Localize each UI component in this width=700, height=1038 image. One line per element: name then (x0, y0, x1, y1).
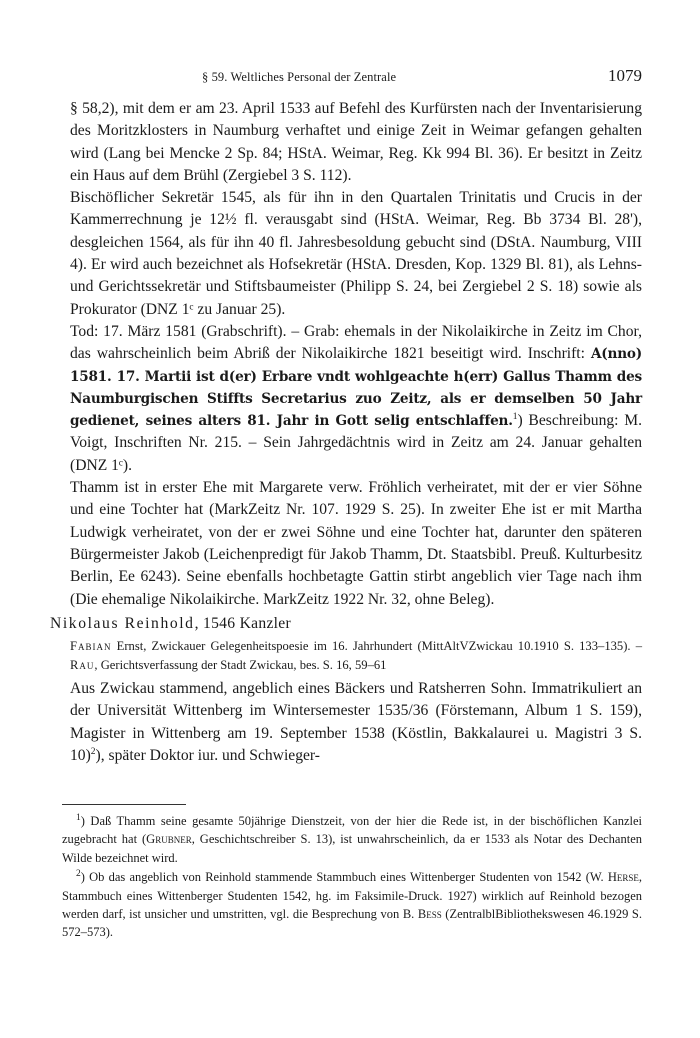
page-number: 1079 (608, 66, 642, 85)
footnote-1-mark: 1 (76, 812, 81, 823)
footnote-rule (62, 804, 186, 805)
death-text: Tod: 17. März 1581 (Grabschrift). – Grab: ehemals in der Nikolaikirche in Zeitz im Chor, das wahrscheinlich beim Abriß der Nikolaikirche 1821 beseitigt wird. Inschrift: (70, 322, 642, 363)
biblio-text-2: , Gerichtsverfassung der Stadt Zwickau, bes. S. 16, 59–61 (94, 657, 387, 672)
paragraph-origin (62, 678, 642, 767)
biblio-author-2: Rau (70, 657, 95, 672)
body-text (50, 98, 642, 767)
origin-text: Aus Zwickau stammend, angeblich eines Bäckers und Ratsherren Sohn. Immatrikuliert an der Universität Wittenberg im Wintersemester 1535/36 (Förstemann, Album 1 S. 159), Magister in Wittenberg am 19. September 1538 (Köstlin, Bakkalaurei u. Magistri 3 S. 10) (70, 679, 642, 764)
footnote-ref-1[interactable]: 1 (512, 411, 518, 422)
paragraph-death (62, 321, 642, 477)
biblio-text-1: Ernst, Zwickauer Gelegenheitspoesie im 16. Jahrhundert (MittAltVZwickau 10.1910 S. 133–135). – (111, 639, 642, 654)
footnote-2-text: ) Ob das angeblich von Reinhold stammende Stammbuch eines Wittenberger Studenten von 1542 (W. (80, 870, 608, 885)
running-head: § 59. Weltliches Personal der Zentrale (202, 70, 397, 84)
footnote-1 (62, 812, 642, 867)
footnote-2-text-cont: , Stammbuch eines Wittenberger Studenten 1542, hg. im Faksimile-Druck. 1927) wirklich auf Reinhold bezogen werden darf, ist unsicher und umstritten, vgl. die Besprechung von B. (62, 870, 642, 922)
death-text-cont: ) Beschreibung: M. Voigt, Inschriften Nr. 215. – Sein Jahrgedächtnis wird in Zeitz am 24. Januar gehalten (DNZ 1ᶜ). (70, 412, 642, 474)
footnote-2 (62, 868, 642, 942)
footnote-2-author-2: Bess (417, 907, 442, 922)
footnote-2-author-1: Herse (607, 870, 639, 885)
bibliography (70, 637, 642, 674)
footnote-ref-2[interactable]: 2 (90, 746, 96, 757)
entry-name: Nikolaus Reinhold (50, 614, 195, 632)
origin-text-cont: ), später Doktor iur. und Schwieger- (95, 746, 320, 764)
footnote-2-mark: 2 (76, 869, 81, 880)
footnote-2-text-end: (ZentralblBibliothekswesen 46.1929 S. 572–573). (62, 907, 642, 940)
footnote-1-text-cont: , Geschichtschreiber S. 13), ist unwahrscheinlich, da er 1533 als Notar des Dechanten Wilde bezeichnet wird. (62, 832, 642, 865)
page-header (62, 66, 642, 90)
inscription-text: A(nno) 1581. 17. Martii ist d(er) Erbare vndt wohlgeachte h(err) Gallus Thamm des Naumburgischen Stiffts Secretarius zuo Zeitz, als er demselben 50 Jahr gedienet, seines alters 81. Jahr in Gott selig entschlaffen. (70, 346, 642, 430)
biblio-author-1: Fabian (70, 639, 112, 654)
paragraph-secretary: Bischöflicher Sekretär 1545, als für ihn in den Quartalen Trinitatis und Crucis in der Kammerrechnung je 12½ fl. verausgabt sind (HStA. Weimar, Reg. Bb 3734 Bl. 28'), desgleichen 1564, als für ihn 40 fl. Jahresbesoldung gebucht sind (DStA. Naumburg, VIII 4). Er wird auch bezeichnet als Hofsekretär (HStA. Dresden, Kop. 1329 Bl. 81), als Lehns- und Gerichtssekretär und Stiftsbaumeister (Philipp S. 24, bei Zergiebel 2 S. 18) sowie als Prokurator (DNZ 1ᶜ zu Januar 25). (70, 189, 642, 318)
entry-title: , 1546 Kanzler (194, 614, 292, 632)
paragraph-family: Thamm ist in erster Ehe mit Margarete verw. Fröhlich verheiratet, mit der er vier Söhne und eine Tochter hat (MarkZeitz Nr. 107. 1929 S. 25). In zweiter Ehe ist er mit Martha Ludwigk verheiratet, von der er zwei Söhne und eine Tochter hat, darunter den späteren Bürgermeister Jakob (Leichenpredigt für Jakob Thamm, Dt. Staatsbibl. Preuß. Kulturbesitz Berlin, Ee 6243). Seine ebenfalls hochbetagte Gattin stirbt angeblich vier Tage nach ihm (Die ehemalige Nikolaikirche. MarkZeitz 1922 Nr. 32, ohne Beleg). (70, 479, 642, 608)
footnotes (62, 812, 642, 943)
entry-heading (50, 613, 642, 635)
footnote-1-text: ) Daß Thamm seine gesamte 50jährige Dienstzeit, von der hier die Rede ist, in der bischöflichen Kanzlei zugebracht hat ( (62, 814, 642, 847)
footnote-1-author: Grubner (146, 832, 192, 847)
paragraph-arrest: § 58,2), mit dem er am 23. April 1533 auf Befehl des Kurfürsten nach der Inventarisierung des Moritzklosters in Naumburg verhaftet und einige Zeit in Weimar gefangen gehalten wird (Lang bei Mencke 2 Sp. 84; HStA. Weimar, Reg. Kk 994 Bl. 36). Er besitzt in Zeitz ein Haus auf dem Brühl (Zergiebel 3 S. 112). (70, 100, 642, 184)
